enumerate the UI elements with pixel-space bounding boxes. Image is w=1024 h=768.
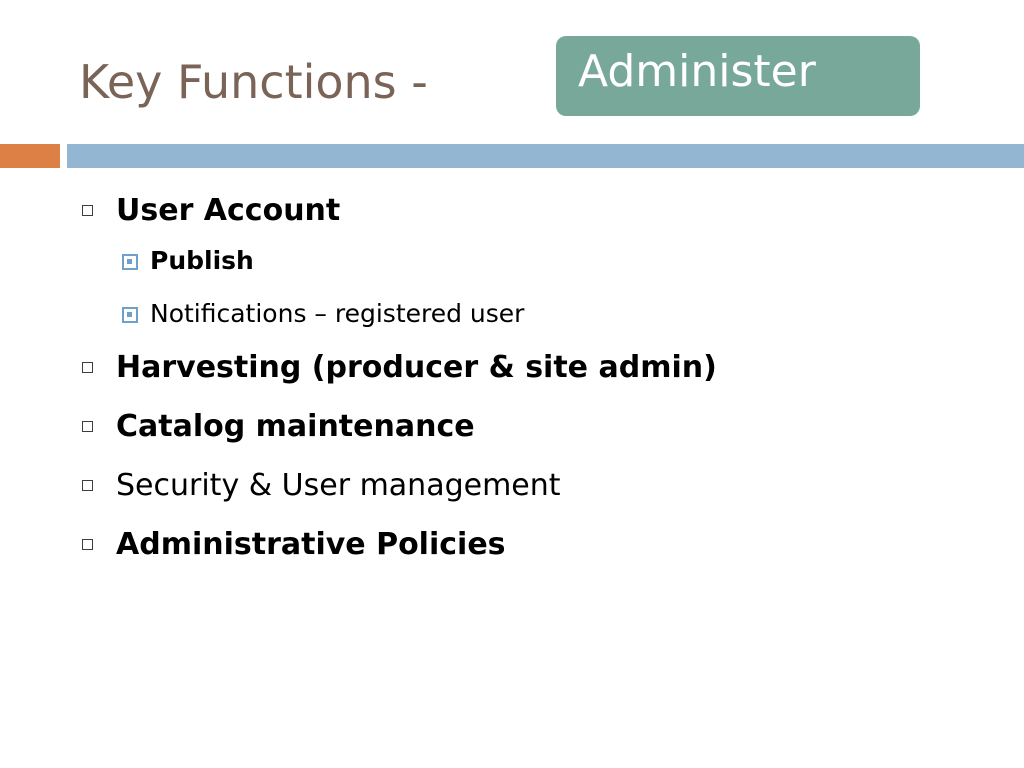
slide-title: Key Functions - (79, 55, 428, 109)
bullet-item-catalog-maintenance (80, 406, 980, 448)
hollow-square-icon (82, 480, 93, 491)
hollow-square-icon (82, 362, 93, 373)
header-rule (67, 144, 1024, 168)
hollow-square-icon (82, 205, 93, 216)
bullet-item-security (80, 465, 980, 507)
sub-bullet-item-notifications (80, 296, 980, 332)
bullet-text: Harvesting (producer & site admin) (116, 350, 717, 385)
section-badge (556, 36, 920, 116)
bullet-item-user-account (80, 190, 980, 232)
bullet-list (80, 190, 980, 583)
section-badge-label: Administer (578, 46, 816, 97)
hollow-square-icon (82, 539, 93, 550)
bullet-text: Catalog maintenance (116, 409, 475, 444)
boxed-square-icon (122, 307, 138, 323)
bullet-text: Publish (150, 246, 254, 275)
sub-bullet-item-publish (80, 243, 980, 279)
boxed-square-icon (122, 254, 138, 270)
bullet-text: Security & User management (116, 468, 561, 503)
bullet-text: Notifications – registered user (150, 299, 525, 328)
bullet-text: Administrative Policies (116, 527, 506, 562)
header-rule-accent (0, 144, 60, 168)
bullet-text: User Account (116, 193, 341, 228)
bullet-item-harvesting (80, 347, 980, 389)
bullet-item-administrative-policies (80, 524, 980, 566)
hollow-square-icon (82, 421, 93, 432)
